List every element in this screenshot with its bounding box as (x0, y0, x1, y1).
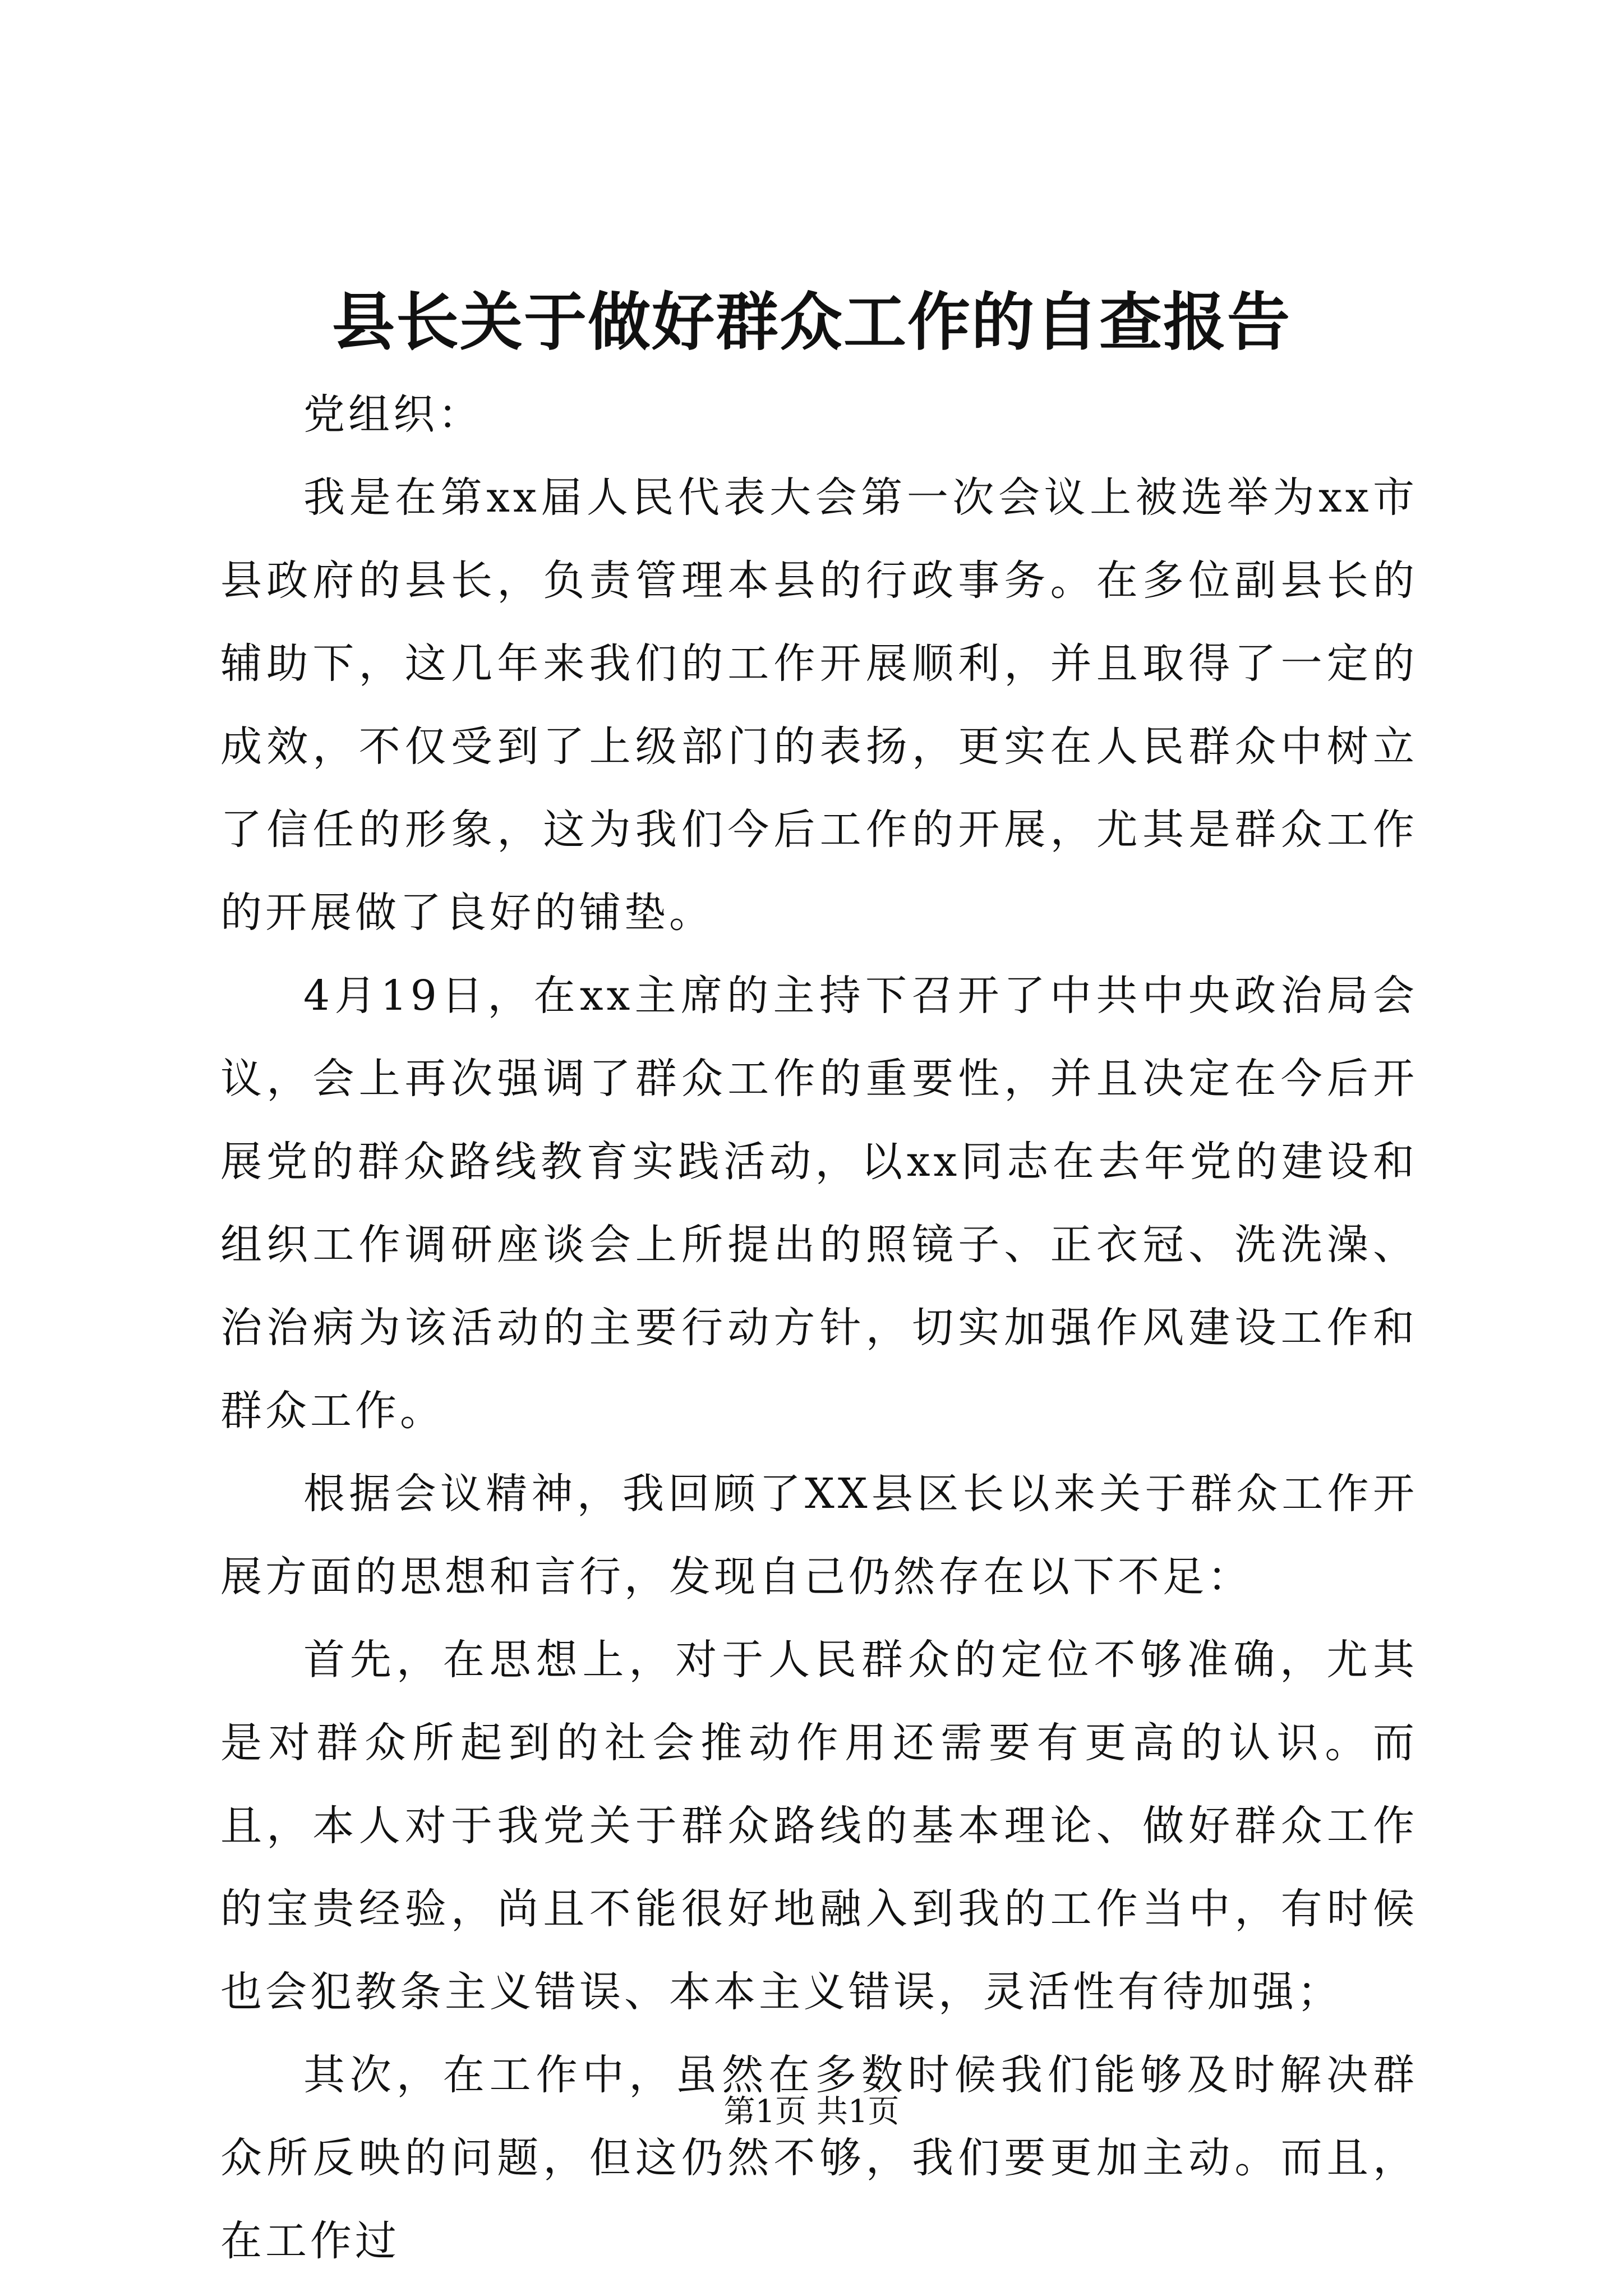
paragraph: 我是在第xx届人民代表大会第一次会议上被选举为xx市县政府的县长，负责管理本县的行政事务。在多位副县长的辅助下，这几年来我们的工作开展顺利，并且取得了一定的成效，不仅受到了上级部门的表扬，更实在人民群众中树立了信任的形象，这为我们今后工作的开展，尤其是群众工作的开展做了良好的铺垫。 (220, 473, 1418, 937)
paragraph: 根据会议精神，我回顾了XX县区长以来关于群众工作开展方面的思想和言行，发现自己仍然存在以下不足： (220, 1470, 1418, 1601)
document-body (220, 373, 1418, 2283)
page-footer: 第1页 共1页 (723, 2093, 900, 2130)
salutation: 党组织： (303, 390, 483, 439)
paragraph: 其次，在工作中，虽然在多数时候我们能够及时解决群众所反映的问题，但这仍然不够，我们要更加主动。而且，在工作过 (220, 2051, 1418, 2265)
paragraph: 4月19日，在xx主席的主持下召开了中共中央政治局会议，会上再次强调了群众工作的重要性，并且决定在今后开展党的群众路线教育实践活动，以xx同志在去年党的建设和组织工作调研座谈会上所提出的照镜子、正衣冠、洗洗澡、治治病为该活动的主要行动方针，切实加强作风建设工作和群众工作。 (220, 972, 1418, 1435)
document-title: 县长关于做好群众工作的自查报告 (332, 286, 1291, 359)
paragraph: 首先，在思想上，对于人民群众的定位不够准确，尤其是对群众所起到的社会推动作用还需要有更高的认识。而且，本人对于我党关于群众路线的基本理论、做好群众工作的宝贵经验，尚且不能很好地融入到我的工作当中，有时候也会犯教条主义错误、本本主义错误，灵活性有待加强； (220, 1636, 1418, 2016)
